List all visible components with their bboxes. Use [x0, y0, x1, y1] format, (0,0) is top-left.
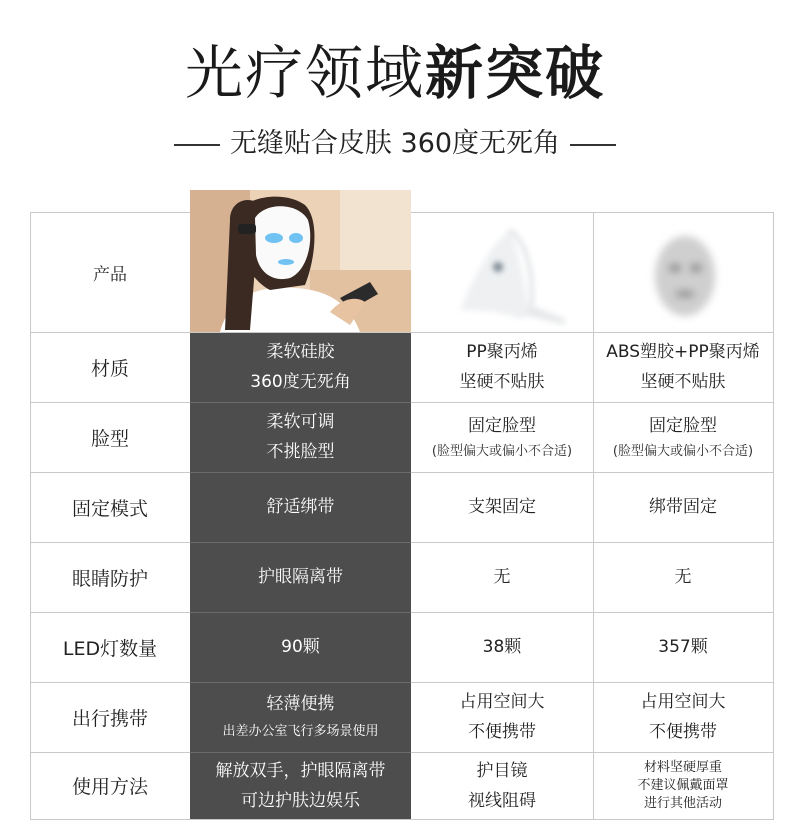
cell-line: 解放双手，护眼隔离带 [215, 760, 386, 781]
b-usage [411, 752, 593, 819]
cell-line: 支架固定 [468, 497, 536, 517]
cell-line: 坚硬不贴肤 [640, 372, 726, 392]
cell-line: 护目镜 [476, 760, 528, 781]
featured-usage [190, 752, 411, 819]
b-led [411, 612, 593, 682]
cell-line: 不挑脸型 [266, 442, 335, 462]
featured-face [190, 402, 411, 472]
c-travel [593, 682, 773, 752]
row-label-text: 使用方法 [71, 776, 148, 798]
cell-line: 无 [674, 567, 692, 587]
cell-line: 不便携带 [649, 722, 717, 742]
b-eye [411, 542, 593, 612]
row-label-text: 脸型 [90, 427, 129, 450]
product-label: 产品 [93, 264, 127, 285]
row-label-text: 眼睛防护 [71, 567, 148, 590]
product-photo-b [430, 215, 575, 327]
cell-line: 视线阻碍 [468, 790, 536, 811]
cell-line: 357颗 [658, 637, 708, 657]
featured-led [190, 612, 411, 682]
product-photo-featured [190, 190, 411, 332]
cell-line: 护眼隔离带 [258, 567, 343, 587]
row-label-material [30, 332, 190, 402]
cell-note: 出差办公室飞行多场景使用 [222, 724, 379, 739]
cell-line: 进行其他活动 [643, 795, 722, 811]
row-label-travel [30, 682, 190, 752]
cell-line: 绑带固定 [649, 497, 717, 517]
cell-line: 占用空间大 [459, 692, 545, 712]
row-label-fixing [30, 472, 190, 542]
cell-line: 坚硬不贴肤 [459, 372, 545, 392]
row-label-text: 固定模式 [71, 497, 148, 520]
cell-line: 占用空间大 [640, 692, 726, 712]
title-bold: 新突破 [425, 39, 606, 107]
page-title [0, 38, 790, 108]
featured-travel [190, 682, 411, 752]
b-material [411, 332, 593, 402]
cell-line: 柔软可调 [266, 412, 335, 432]
product-photo-c [640, 228, 730, 324]
page-subtitle [0, 126, 790, 162]
cell-line: 不便携带 [468, 722, 536, 742]
c-fixing [593, 472, 773, 542]
row-label-text: 出行携带 [71, 707, 148, 730]
dash-left [174, 144, 220, 146]
cell-line: 固定脸型 [468, 416, 536, 436]
featured-material [190, 332, 411, 402]
cell-line: 固定脸型 [649, 416, 717, 436]
row-label-usage [30, 752, 190, 819]
featured-eye [190, 542, 411, 612]
row-label-text: 材质 [90, 357, 129, 380]
row-label-led [30, 612, 190, 682]
cell-line: PP聚丙烯 [466, 342, 538, 362]
dash-right [570, 144, 616, 146]
cell-note: (脸型偏大或偏小不合适) [612, 444, 754, 459]
cell-line: 材料坚硬厚重 [643, 759, 722, 775]
cell-line: 柔软硅胶 [266, 342, 335, 362]
cell-line: ABS塑胶+PP聚丙烯 [606, 342, 760, 362]
product-label-cell [30, 212, 190, 332]
cell-line: 轻薄便携 [266, 694, 335, 714]
c-face [593, 402, 773, 472]
row-label-eye [30, 542, 190, 612]
row-label-face [30, 402, 190, 472]
cell-line: 不建议佩戴面罩 [637, 777, 729, 793]
cell-line: 90颗 [281, 637, 320, 657]
b-face [411, 402, 593, 472]
grid-top-right [411, 212, 773, 213]
woman-mask-illustration [190, 190, 411, 332]
grid-bottom [30, 819, 773, 820]
b-travel [411, 682, 593, 752]
grid-col-2 [773, 212, 774, 820]
subtitle-text: 无缝贴合皮肤 360度无死角 [229, 128, 561, 159]
row-label-text: LED灯数量 [62, 637, 158, 660]
cell-line: 无 [493, 567, 511, 587]
cell-line: 舒适绑带 [266, 497, 335, 517]
cell-note: (脸型偏大或偏小不合适) [431, 444, 573, 459]
c-usage [593, 752, 773, 819]
cell-line: 360度无死角 [250, 372, 351, 392]
c-led [593, 612, 773, 682]
cell-line: 38颗 [482, 637, 522, 657]
c-eye [593, 542, 773, 612]
cell-line: 可边护肤边娱乐 [241, 790, 360, 811]
b-fixing [411, 472, 593, 542]
title-light: 光疗领域 [184, 39, 425, 107]
c-material [593, 332, 773, 402]
featured-fixing [190, 472, 411, 542]
